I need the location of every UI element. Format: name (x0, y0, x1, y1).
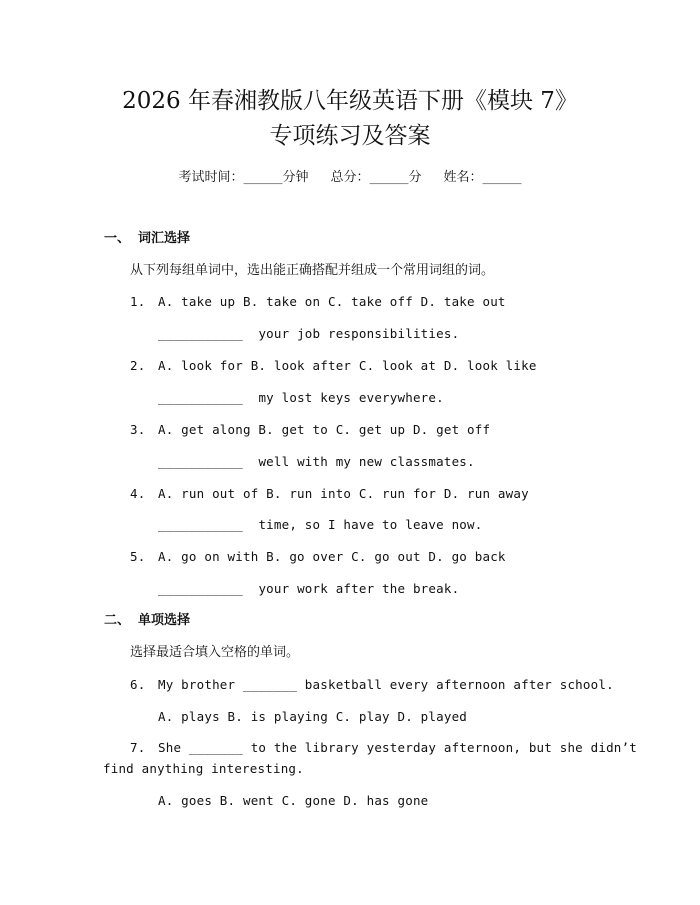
student-name-label: 姓名：______ (443, 170, 522, 185)
question-options: A. take up B. take on C. take off D. take out (158, 294, 506, 309)
question-number: 1. (130, 294, 146, 309)
question-blank-line (158, 453, 475, 471)
question-stem-rest: well with my new classmates. (258, 454, 475, 469)
question-options: A. look for B. look after C. look at D. look like (158, 358, 537, 373)
question-stem-line1: She _______ to the library yesterday afternoon, but she didn’t (158, 740, 637, 755)
question-blank-line (158, 325, 459, 343)
exam-time-label: 考试时间：______分钟 (178, 170, 309, 185)
question-options: A. get along B. get to C. get up D. get off (158, 422, 491, 437)
question-number: 4. (130, 486, 146, 501)
section-2-instruction: 选择最适合填入空格的单词。 (130, 645, 300, 660)
question-stem-rest: your job responsibilities. (258, 326, 460, 341)
answer-blank: ___________ (158, 517, 243, 532)
question-stem-rest: my lost keys everywhere. (258, 390, 444, 405)
question-number: 7. (130, 740, 146, 755)
section-1-number: 一、 (104, 231, 131, 246)
question-stem-rest: time, so I have to leave now. (258, 517, 483, 532)
question-blank-line (158, 516, 482, 534)
question-number: 6. (130, 677, 146, 692)
question-stem-line2: find anything interesting. (103, 761, 304, 776)
question-options: A. go on with B. go over C. go out D. go back (158, 549, 506, 564)
question-stem: My brother _______ basketball every afternoon after school. (158, 677, 614, 692)
question-blank-line (158, 389, 444, 407)
question-number: 3. (130, 422, 146, 437)
question-stem-rest: your work after the break. (258, 581, 460, 596)
question-options: A. goes B. went C. gone D. has gone (158, 793, 429, 808)
exam-meta (0, 169, 700, 187)
section-2-heading (104, 612, 190, 630)
answer-blank: ___________ (158, 326, 243, 341)
answer-blank: ___________ (158, 454, 243, 469)
section-1-title: 词汇选择 (138, 231, 191, 246)
section-1-instruction: 从下列每组单词中，选出能正确搭配并组成一个常用词组的词。 (130, 263, 495, 278)
question-options: A. plays B. is playing C. play D. played (158, 709, 468, 724)
section-1-heading (104, 230, 190, 248)
question-number: 5. (130, 549, 146, 564)
question-options: A. run out of B. run into C. run for D. run away (158, 486, 529, 501)
total-score-label: 总分：______分 (330, 170, 422, 185)
document-title-line1: 2026 年春湘教版八年级英语下册《模块 7》 (122, 88, 578, 114)
question-blank-line (158, 580, 459, 598)
answer-blank: ___________ (158, 581, 243, 596)
answer-blank: ___________ (158, 390, 243, 405)
question-number: 2. (130, 358, 146, 373)
section-2-number: 二、 (104, 613, 131, 628)
document-title-line2: 专项练习及答案 (269, 123, 431, 149)
section-2-title: 单项选择 (138, 613, 191, 628)
